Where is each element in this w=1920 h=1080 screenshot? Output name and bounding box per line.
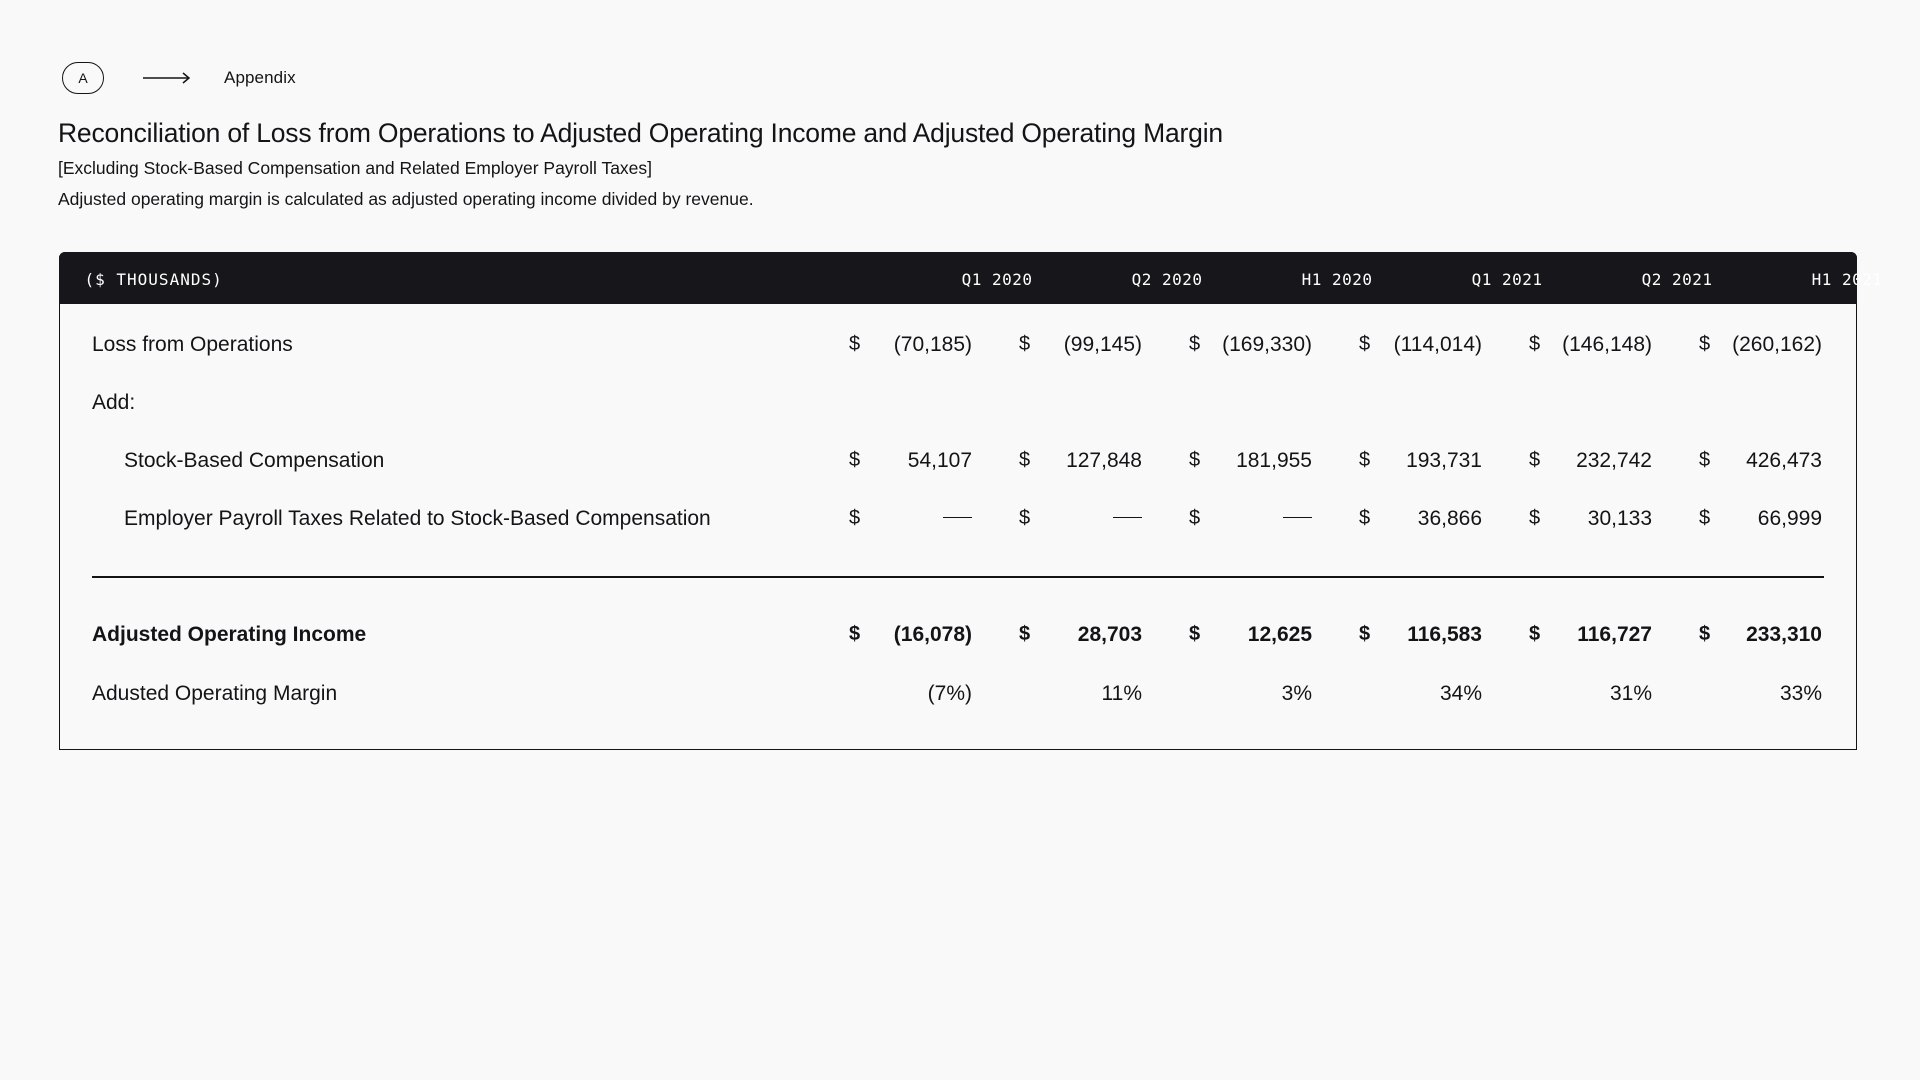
page-title: Reconciliation of Loss from Operations to Adjusted Operating Income and Adjusted Operating Margin xyxy=(58,118,1223,148)
em-dash-mark xyxy=(943,517,972,519)
currency-symbol: $ xyxy=(1189,333,1201,355)
cell-h1-2021: 233,310 xyxy=(1746,623,1822,646)
row-loss-from-operations xyxy=(60,333,1855,363)
section-letter: A xyxy=(78,70,88,86)
table-divider xyxy=(92,576,1824,578)
row-label: Adusted Operating Margin xyxy=(92,682,338,705)
section-badge xyxy=(62,62,104,94)
currency-symbol: $ xyxy=(1529,507,1541,529)
cell-q2-2020: 11% xyxy=(1101,682,1142,705)
cell-q2-2021: 30,133 xyxy=(1587,507,1652,530)
cell-h1-2020: (169,330) xyxy=(1222,333,1312,356)
cell-q1-2020: (70,185) xyxy=(893,333,972,356)
currency-symbol: $ xyxy=(1019,623,1031,645)
cell-h1-2021: 33% xyxy=(1779,682,1822,705)
currency-symbol: $ xyxy=(1019,333,1031,355)
currency-symbol: $ xyxy=(1019,449,1031,471)
cell-q2-2020 xyxy=(1002,507,1142,531)
cell-q1-2020: (16,078) xyxy=(893,623,972,646)
currency-symbol: $ xyxy=(849,333,861,355)
arrow-right-icon xyxy=(143,71,191,85)
currency-symbol: $ xyxy=(849,449,861,471)
cell-q1-2021: 34% xyxy=(1439,682,1482,705)
page-subtitle: [Excluding Stock-Based Compensation and Related Employer Payroll Taxes] xyxy=(58,158,653,178)
cell-q2-2021: 116,727 xyxy=(1577,623,1652,646)
row-stock-based-compensation xyxy=(60,449,1855,479)
cell-q2-2021: 31% xyxy=(1609,682,1652,705)
table-header xyxy=(59,252,1883,304)
breadcrumb-label: Appendix xyxy=(224,68,296,87)
column-header-q1-2021: Q1 2021 xyxy=(1471,269,1543,289)
cell-q1-2021: 36,866 xyxy=(1417,507,1482,530)
currency-symbol: $ xyxy=(1529,333,1541,355)
em-dash-mark xyxy=(1113,517,1142,519)
currency-symbol: $ xyxy=(1699,333,1711,355)
currency-symbol: $ xyxy=(1699,507,1711,529)
cell-q2-2020: 127,848 xyxy=(1066,449,1142,472)
column-header-h1-2020: H1 2020 xyxy=(1301,269,1373,289)
cell-h1-2020: 12,625 xyxy=(1247,623,1312,646)
cell-h1-2020: 3% xyxy=(1281,682,1312,705)
cell-q1-2020: 54,107 xyxy=(907,449,972,472)
currency-symbol: $ xyxy=(1019,507,1031,529)
cell-h1-2021: (260,162) xyxy=(1732,333,1822,356)
cell-q1-2020 xyxy=(832,507,972,531)
page-note: Adjusted operating margin is calculated as adjusted operating income divided by revenue. xyxy=(58,189,754,209)
currency-symbol: $ xyxy=(1699,449,1711,471)
row-add xyxy=(60,391,1855,421)
breadcrumb xyxy=(62,61,296,95)
column-header-h1-2021: H1 2021 xyxy=(1811,269,1883,289)
currency-symbol: $ xyxy=(849,507,861,529)
cell-q1-2021: (114,014) xyxy=(1393,333,1482,356)
currency-symbol: $ xyxy=(1189,449,1201,471)
row-label: Employer Payroll Taxes Related to Stock-Based Compensation xyxy=(124,507,711,530)
cell-h1-2021: 66,999 xyxy=(1757,507,1822,530)
cell-q1-2021: 116,583 xyxy=(1407,623,1482,646)
row-adjusted-operating-margin xyxy=(60,682,1855,712)
row-employer-payroll-taxes xyxy=(60,507,1855,537)
currency-symbol: $ xyxy=(1359,507,1371,529)
row-label: Loss from Operations xyxy=(92,333,293,356)
cell-q2-2020: 28,703 xyxy=(1077,623,1142,646)
em-dash-mark xyxy=(1283,517,1312,519)
cell-q2-2021: (146,148) xyxy=(1562,333,1652,356)
currency-symbol: $ xyxy=(1699,623,1711,645)
cell-q1-2020: (7%) xyxy=(927,682,972,705)
currency-symbol: $ xyxy=(1189,507,1201,529)
currency-symbol: $ xyxy=(1529,623,1541,645)
cell-h1-2020 xyxy=(1172,507,1312,531)
row-label: Stock-Based Compensation xyxy=(124,449,385,472)
reconciliation-table xyxy=(59,252,1883,750)
column-header-q2-2021: Q2 2021 xyxy=(1641,269,1713,289)
cell-q2-2020: (99,145) xyxy=(1063,333,1142,356)
currency-symbol: $ xyxy=(1359,623,1371,645)
currency-symbol: $ xyxy=(849,623,861,645)
cell-h1-2021: 426,473 xyxy=(1746,449,1822,472)
currency-symbol: $ xyxy=(1189,623,1201,645)
column-header-q2-2020: Q2 2020 xyxy=(1131,269,1203,289)
column-header-q1-2020: Q1 2020 xyxy=(961,269,1033,289)
cell-h1-2020: 181,955 xyxy=(1236,449,1312,472)
row-label: Adjusted Operating Income xyxy=(92,623,367,646)
currency-symbol: $ xyxy=(1359,449,1371,471)
row-label: Add: xyxy=(92,391,136,414)
unit-header: ($ THOUSANDS) xyxy=(84,269,223,289)
currency-symbol: $ xyxy=(1529,449,1541,471)
cell-q2-2021: 232,742 xyxy=(1576,449,1652,472)
currency-symbol: $ xyxy=(1359,333,1371,355)
row-adjusted-operating-income xyxy=(60,623,1855,653)
cell-q1-2021: 193,731 xyxy=(1406,449,1482,472)
